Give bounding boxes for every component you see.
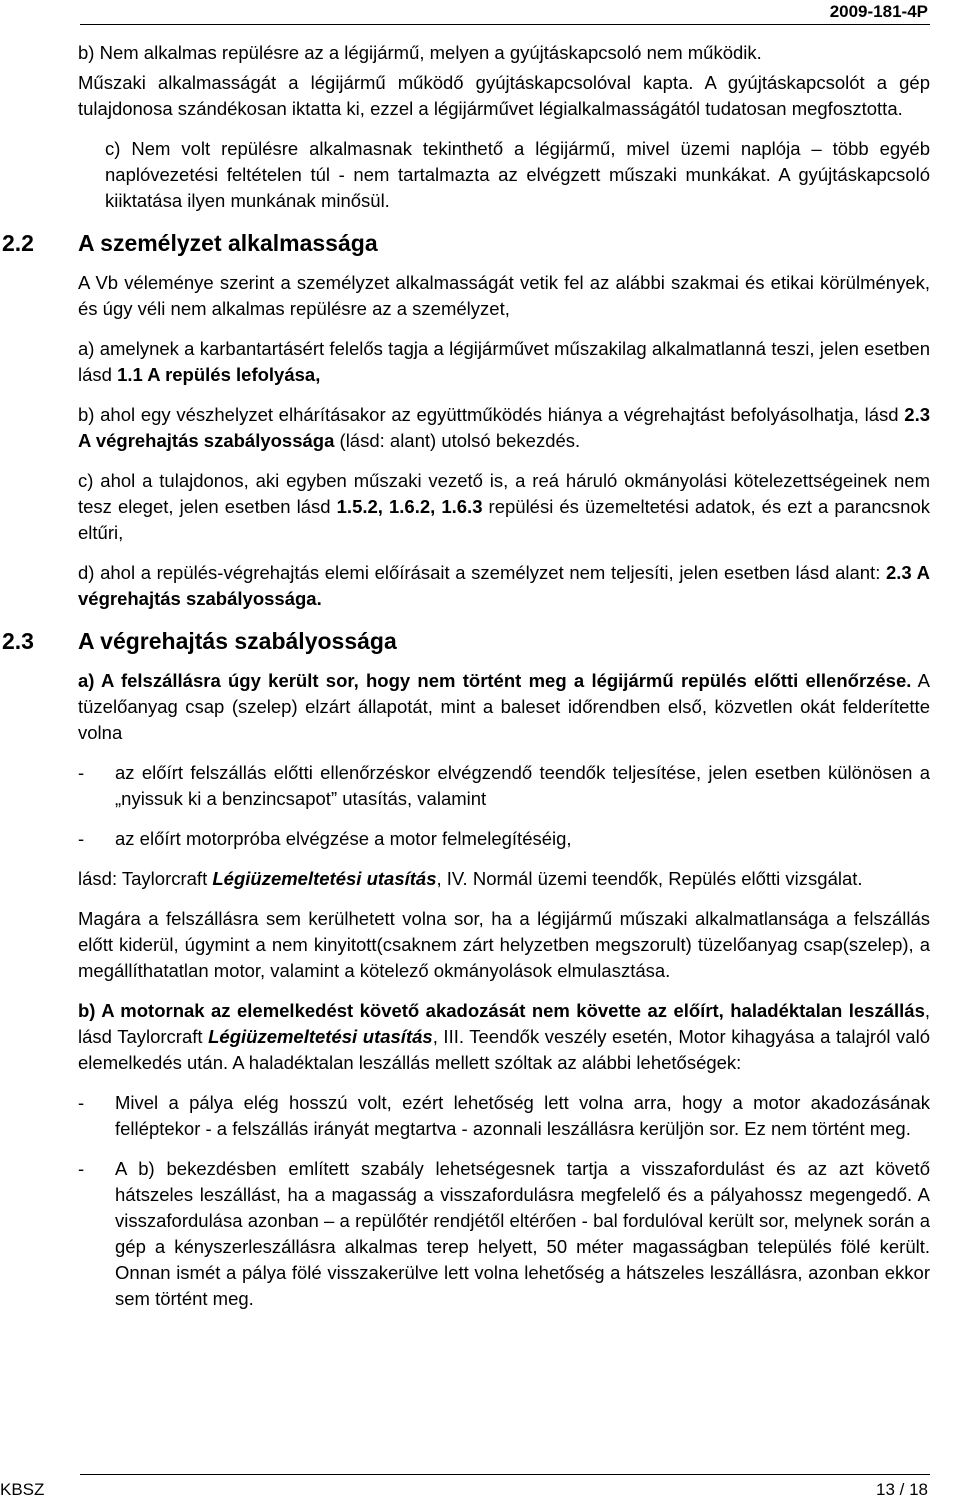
footer-rule [80,1474,930,1475]
paragraph-b-text: Műszaki alkalmasságát a légijármű működő gyújtáskapcsolóval kapta. A gyújtáskapcsolót a gép tulajdonosa szándékosan iktatta ki, ezzel a légijárművet légialkalmasságától tudatosan megfosztotta. [78,72,930,119]
section-2-3-item-b: b) A motornak az elemelkedést követő akadozását nem követte az előírt, haladéktalan leszállás, lásd Taylorcraft Légiüzemeltetési utasítás, III. Teendők veszély esetén, Motor kihagyása a talajról való elemelkedés után. A haladéktalan leszállás mellett szóltak az alábbi lehetőségek: [78,1000,930,1073]
header-rule [80,24,930,25]
list-item: - Mivel a pálya elég hosszú volt, ezért lehetőség lett volna arra, hogy a motor akadozásának felléptekor - a felszállás irányát megtartva - azonnali leszállásra kerüljön sor. Ez nem történt meg. [78,1090,930,1142]
paragraph-b-title: b) Nem alkalmas repülésre az a légijármű, melyen a gyújtáskapcsoló nem működik. [78,42,762,63]
section-2-2-item-b: b) ahol egy vészhelyzet elhárításakor az együttműködés hiánya a végrehajtást befolyásolhatja, lásd 2.3 A végrehajtás szabályossága (lásd: alant) utolsó bekezdés. [78,404,930,451]
section-2-2-item-a: a) amelynek a karbantartásért felelős tagja a légijárművet műszakilag alkalmatlanná teszi, jelen esetben lásd 1.1 A repülés lefolyása, [78,338,930,385]
list-item: - az előírt felszállás előtti ellenőrzéskor elvégzendő teendők teljesítése, jelen esetben különösen a „nyissuk ki a benzincsapot” utasítás, valamint [78,760,930,812]
cross-reference: 2.3 A végrehajtás szabályossága [78,404,930,451]
section-number: 2.3 [2,628,34,654]
cross-reference: 1.5.2, 1.6.2, 1.6.3 [336,496,483,517]
section-heading-2-3 [2,626,930,656]
section-2-2-item-c: c) ahol a tulajdonos, aki egyben műszaki vezető is, a reá háruló okmányolási kötelezettségeinek nem tesz eleget, jelen esetben lásd 1.5.2, 1.6.2, 1.6.3 repülési és üzemeltetési adatok, és ezt a parancsnok eltűri, [78,470,930,543]
section-heading-2-2 [2,228,930,258]
dash-list-1 [78,760,930,852]
section-title: A személyzet alkalmassága [78,230,378,256]
list-item: - A b) bekezdésben említett szabály lehetségesnek tartja a visszafordulást és az azt követő hátszeles leszállást, ha a magasság a visszafordulásra megfelelő és a pályahossz megengedő. A visszafordulása azonban – a repülőtér rendjétől eltérően - bal fordulóval került sor, melynek során a gép a kényszerleszállásra alkalmas terep helyett, 50 méter magasságban település fölé került. Onnan ismét a pálya fölé visszakerülve lett volna lehetőség a hátszeles leszállásra, azonban ekkor sem történt meg. [78,1156,930,1312]
footer-organization: KBSZ [0,1480,45,1499]
document-id: 2009-181-4P [829,2,928,21]
section-2-3-item-a: a) A felszállásra úgy került sor, hogy nem történt meg a légijármű repülés előtti ellenőrzése. A tüzelőanyag csap (szelep) elzárt állapotát, mint a baleset időrendben első, közvetlen okát felderítette volna [78,670,930,743]
dash-list-2 [78,1090,930,1312]
section-2-2-intro: A Vb véleménye szerint a személyzet alkalmasságát vetik fel az alábbi szakmai és etikai körülmények, és úgy véli nem alkalmas repülésre az a személyzet, [78,272,930,319]
section-number: 2.2 [2,230,34,256]
section-2-2-item-d: d) ahol a repülés-végrehajtás elemi előírásait a személyzet nem teljesíti, jelen esetben lásd alant: 2.3 A végrehajtás szabályossága. [78,562,930,609]
cross-reference: 1.1 A repülés lefolyása, [117,364,321,385]
section-2-3-paragraph: Magára a felszállásra sem kerülhetett volna sor, ha a légijármű műszaki alkalmatlansága a felszállás előtt kiderül, úgymint a nem kinyitott(csaknem zárt helyzetben megszorult) tüzelőanyag csap(szelep), a megállíthatatlan motor, valamint a kötelező okmányolások elmulasztása. [78,908,930,981]
document-body [2,40,930,1326]
paragraph-c: c) Nem volt repülésre alkalmasnak tekinthető a légijármű, mivel üzemi naplója – több egyéb naplóvezetési feltételen túl - nem tartalmazta az elvégzett műszaki munkákat. A gyújtáskapcsoló kiiktatása ilyen munkának minősül. [105,138,930,211]
section-title: A végrehajtás szabályossága [78,628,397,654]
list-item: - az előírt motorpróba elvégzése a motor felmelegítéséig, [78,826,930,852]
section-2-3-reference: lásd: Taylorcraft Légiüzemeltetési utasítás, IV. Normál üzemi teendők, Repülés előtti vizsgálat. [78,868,863,889]
page-number: 13 / 18 [876,1480,928,1499]
cross-reference: 2.3 A végrehajtás szabályossága. [78,562,930,609]
